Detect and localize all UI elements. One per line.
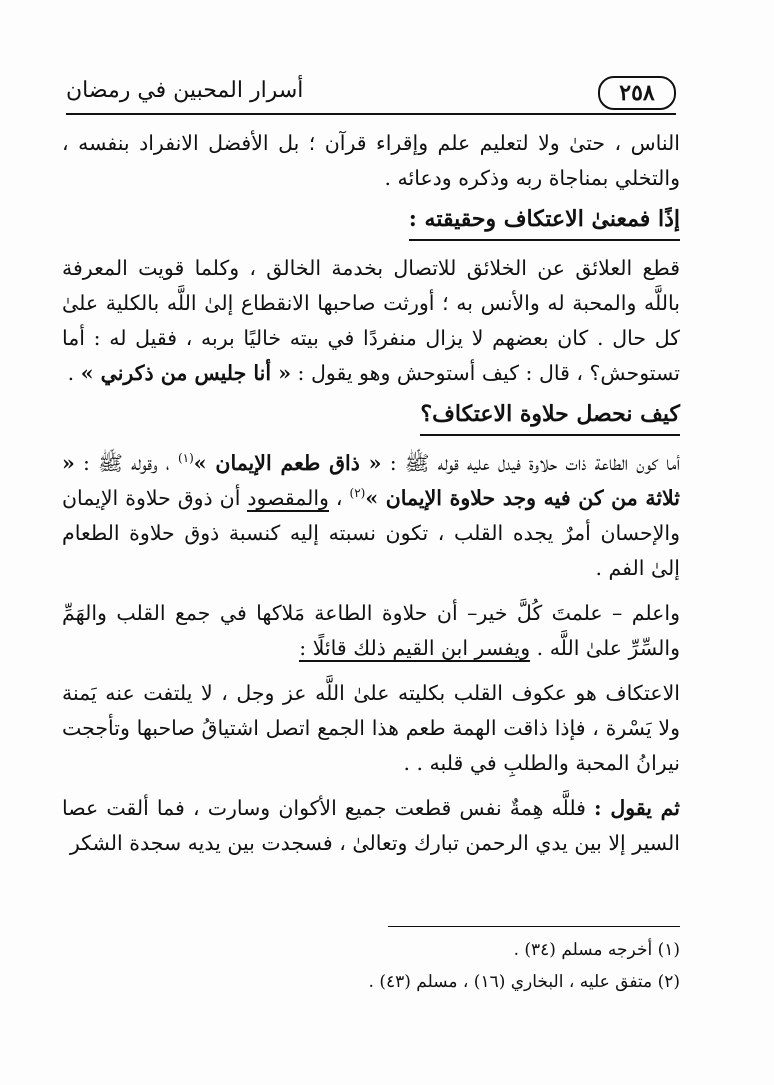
footnotes <box>62 934 680 998</box>
paragraph-4 <box>62 596 680 666</box>
paragraph-3-part-d: أن ذوق حلاوة الإيمان والإحسان أمرٌ يجده القلب ، تكون نسبته إليه كنسبة ذوق حلاوة الطعام إلىٰ الفم . <box>62 486 680 580</box>
paragraph-6 <box>62 791 680 861</box>
section-heading-sweetness: كيف نحصل حلاوة الاعتكاف؟ <box>420 397 680 436</box>
page-number: ٢٥٨ <box>598 76 676 110</box>
hadith-quote-companion: « أنا جليس من ذكرني » <box>80 361 292 385</box>
paragraph-1: الناس ، حتىٰ ولا لتعليم علم وإقراء قرآن ؛ بل الأفضل الانفراد بنفسه ، والتخلي بمناجاة ربه وذكره ودعائه . <box>62 131 680 190</box>
footnote-2: (٢) متفق عليه ، البخاري (١٦) ، مسلم (٤٣) . <box>368 972 680 992</box>
underlined-citation: ويفسر ابن القيم ذلك قائلًا : <box>299 636 531 660</box>
paragraph-2-text: قطع العلائق عن الخلائق للاتصال بخدمة الخالق ، وكلما قويت المعرفة باللَّه والمحبة له والأنس به ؛ أورثت صاحبها الانقطاع إلىٰ اللَّه بالكلية علىٰ كل حال . كان بعضهم لا يزال منفردًا في بيته خاليًا بربه ، فقيل له : أما تستوحش؟ ، قال : كيف أستوحش وهو يقول : <box>62 256 680 385</box>
paragraph-2-end: . <box>67 361 81 385</box>
paragraph-3-part-b: ، وقوله ﷺ : <box>74 451 178 475</box>
footnote-ref-2: (٢) <box>349 486 366 501</box>
paragraph-3-part-c: ، <box>328 486 350 510</box>
paragraph-5: الاعتكاف هو عكوف القلب بكليته علىٰ اللَّه عز وجل ، لا يلتفت عنه يَمنة ولا يَسْرة ، فإذا ذاقت الهمة طعم هذا الجمع اتصل اشتياقُ صاحبها وتأججت نيرانُ المحبة والطلبِ في قلبه . . <box>62 681 680 775</box>
hadith-quote-three: « ثلاثة من كن فيه وجد حلاوة الإيمان » <box>62 451 680 510</box>
paragraph-3 <box>62 446 680 586</box>
header-rule <box>66 113 676 115</box>
paragraph-4-text: واعلم – علمتَ كُلَّ خير– أن حلاوة الطاعة مَلاكها في جمع القلب والهَمِّ والسِّرِّ علىٰ اللَّه . <box>62 601 680 660</box>
underlined-word: والمقصود <box>247 486 329 510</box>
footnote-rule <box>388 926 680 927</box>
section-heading-meaning: إذًا فمعنىٰ الاعتكاف وحقيقته : <box>409 202 680 241</box>
paragraph-6-lead: ثم يقول : <box>594 796 680 820</box>
running-title: أسرار المحبين في رمضان <box>66 78 304 103</box>
footnote-ref-1: (١) <box>177 451 194 466</box>
hadith-quote-taste: « ذاق طعم الإيمان » <box>193 451 382 475</box>
paragraph-2 <box>62 251 680 391</box>
page-body <box>62 126 680 861</box>
paragraph-3-part-a: أما كون الطاعة ذات حلاوة فيدل عليه قوله ﷺ : <box>381 451 680 475</box>
page-header <box>66 70 676 112</box>
footnote-1: (١) أخرجه مسلم (٣٤) . <box>513 940 680 960</box>
paragraph-6-text: فللَّه هِمةٌ نفس قطعت جميع الأكوان وسارت ، فما ألقت عصا السير إلا بين يدي الرحمن تبارك وتعالىٰ ، فسجدت بين يديه سجدة الشكر <box>62 796 680 855</box>
